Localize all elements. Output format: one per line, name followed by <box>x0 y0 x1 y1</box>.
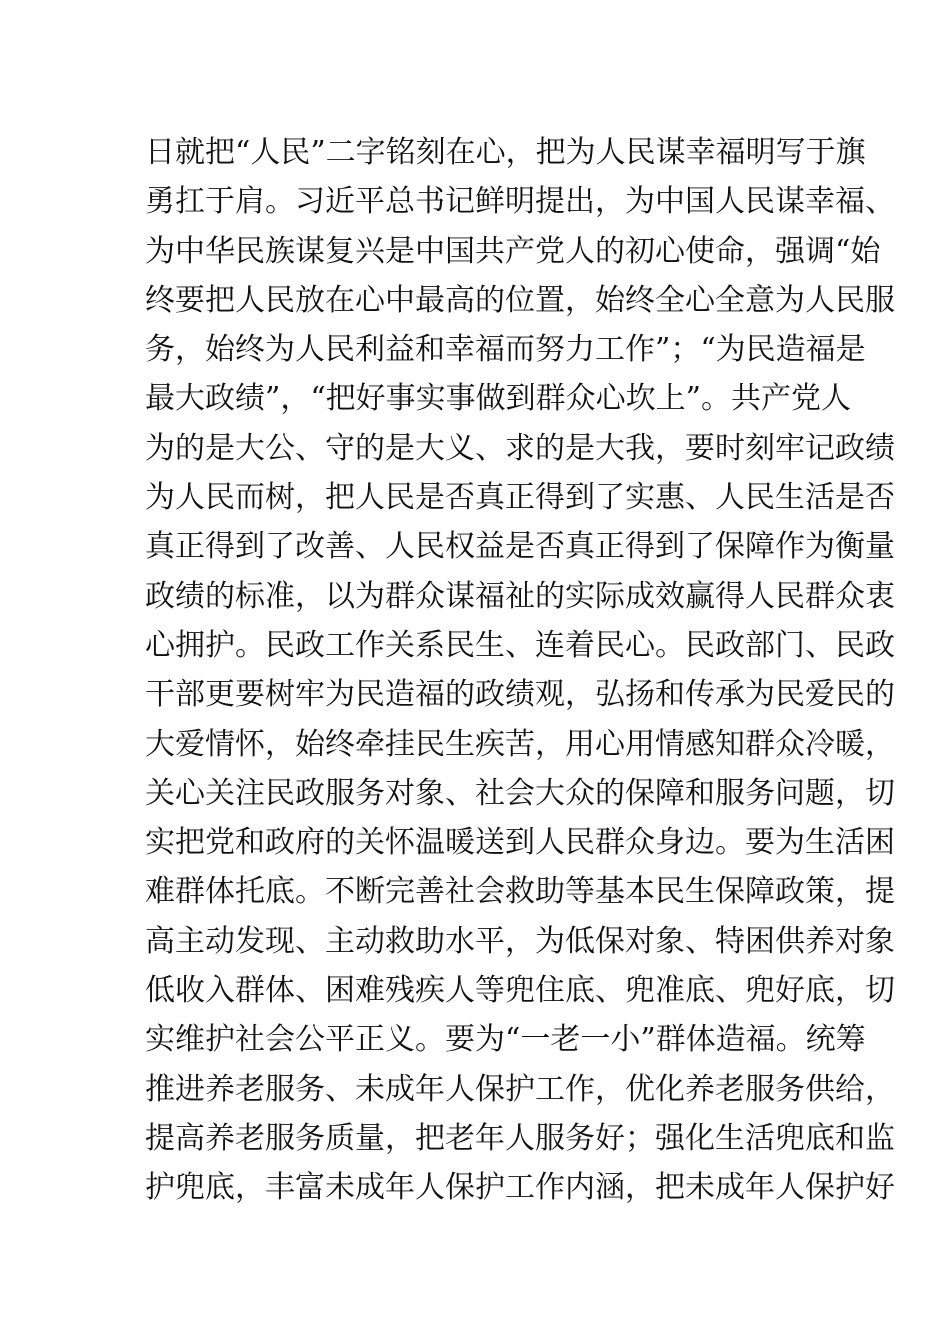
body-paragraph <box>145 128 895 1213</box>
text-line: 推进养老服务、未成年人保护工作，优化养老服务供给， <box>145 1071 895 1107</box>
text-line: 为中华民族谋复兴是中国共产党人的初心使命，强调“始 <box>145 233 881 269</box>
text-line: 实把党和政府的关怀温暖送到人民群众身边。要为生活困 <box>145 825 895 861</box>
text-line: 务，始终为人民利益和幸福而努力工作”；“为民造福是 <box>145 332 866 368</box>
text-line: 为的是大公、守的是大义、求的是大我，要时刻牢记政绩 <box>145 430 895 466</box>
text-line: 提高养老服务质量，把老年人服务好；强化生活兜底和监 <box>145 1120 895 1156</box>
text-line: 真正得到了改善、人民权益是否真正得到了保障作为衡量 <box>145 529 895 565</box>
text-line: 为人民而树，把人民是否真正得到了实惠、人民生活是否 <box>145 480 895 516</box>
text-line: 高主动发现、主动救助水平，为低保对象、特困供养对象 <box>145 923 895 959</box>
text-line: 实维护社会公平正义。要为“一老一小”群体造福。统筹 <box>145 1022 866 1058</box>
text-line: 最大政绩”，“把好事实事做到群众心坎上”。共产党人 <box>145 381 852 417</box>
text-line: 心拥护。民政工作关系民生、连着民心。民政部门、民政 <box>145 627 895 663</box>
text-line: 大爱情怀，始终牵挂民生疾苦，用心用情感知群众冷暖， <box>145 726 895 762</box>
text-line: 关心关注民政服务对象、社会大众的保障和服务问题，切 <box>145 775 895 811</box>
text-line: 政绩的标准，以为群众谋福祉的实际成效赢得人民群众衷 <box>145 578 895 614</box>
text-line: 日就把“人民”二字铭刻在心，把为人民谋幸福明写于旗 <box>145 135 866 170</box>
text-line: 护兜底，丰富未成年人保护工作内涵，把未成年人保护好 <box>145 1170 895 1206</box>
text-line: 低收入群体、困难残疾人等兜住底、兜准底、兜好底，切 <box>145 973 895 1009</box>
text-line: 勇扛于肩。习近平总书记鲜明提出，为中国人民谋幸福、 <box>145 184 895 220</box>
text-line: 难群体托底。不断完善社会救助等基本民生保障政策，提 <box>145 874 895 910</box>
text-line: 干部更要树牢为民造福的政绩观，弘扬和传承为民爱民的 <box>145 677 895 713</box>
text-line: 终要把人民放在心中最高的位置，始终全心全意为人民服 <box>145 282 895 318</box>
